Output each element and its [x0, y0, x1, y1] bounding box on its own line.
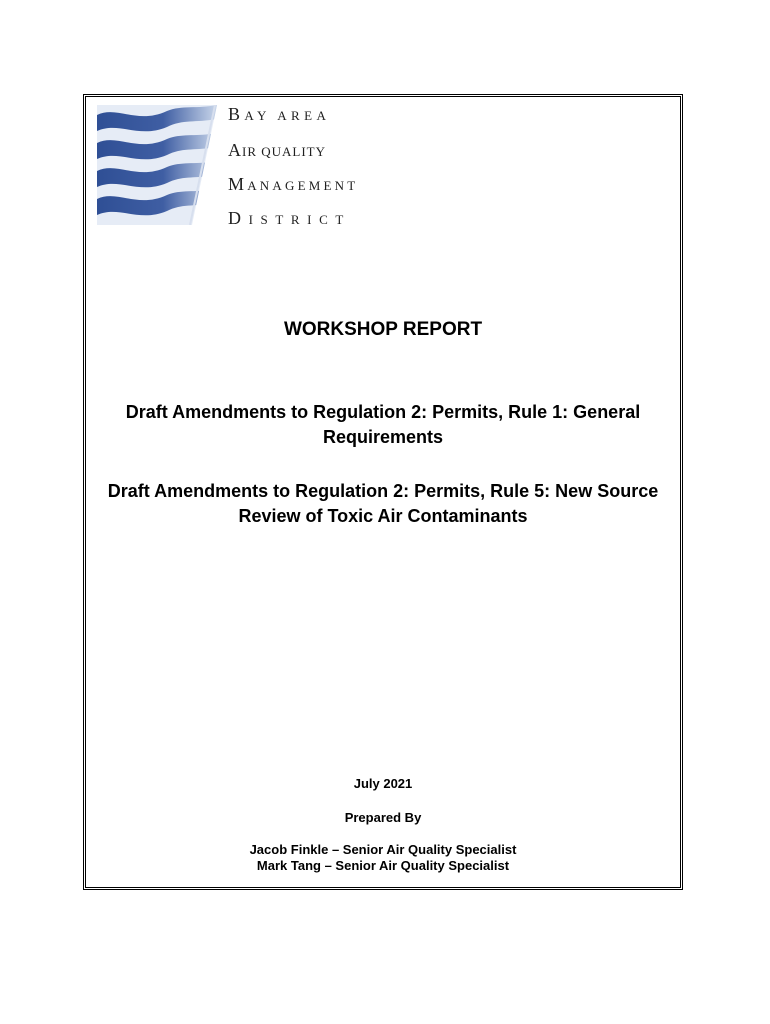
org-line-district: DISTRICT: [228, 208, 351, 228]
org-line-air-quality: AIR QUALITY: [228, 140, 327, 160]
org-line-management: MANAGEMENT: [228, 174, 359, 194]
author-line: Jacob Finkle – Senior Air Quality Specialist: [249, 842, 517, 857]
section-title-rule-1: Draft Amendments to Regulation 2: Permits, Rule 1: General Requirements: [125, 402, 641, 447]
author-line: Mark Tang – Senior Air Quality Specialist: [256, 858, 510, 873]
prepared-by-label: Prepared By: [344, 810, 422, 825]
authors-list: [83, 842, 683, 874]
report-title: WORKSHOP REPORT: [283, 319, 483, 340]
waves-logo-icon: [97, 105, 217, 225]
org-line-bay-area: BAY AREA: [228, 104, 331, 124]
report-date: July 2021: [353, 776, 413, 791]
section-title-rule-5: Draft Amendments to Regulation 2: Permits, Rule 5: New Source Review of Toxic Air Contaminants: [107, 481, 659, 526]
